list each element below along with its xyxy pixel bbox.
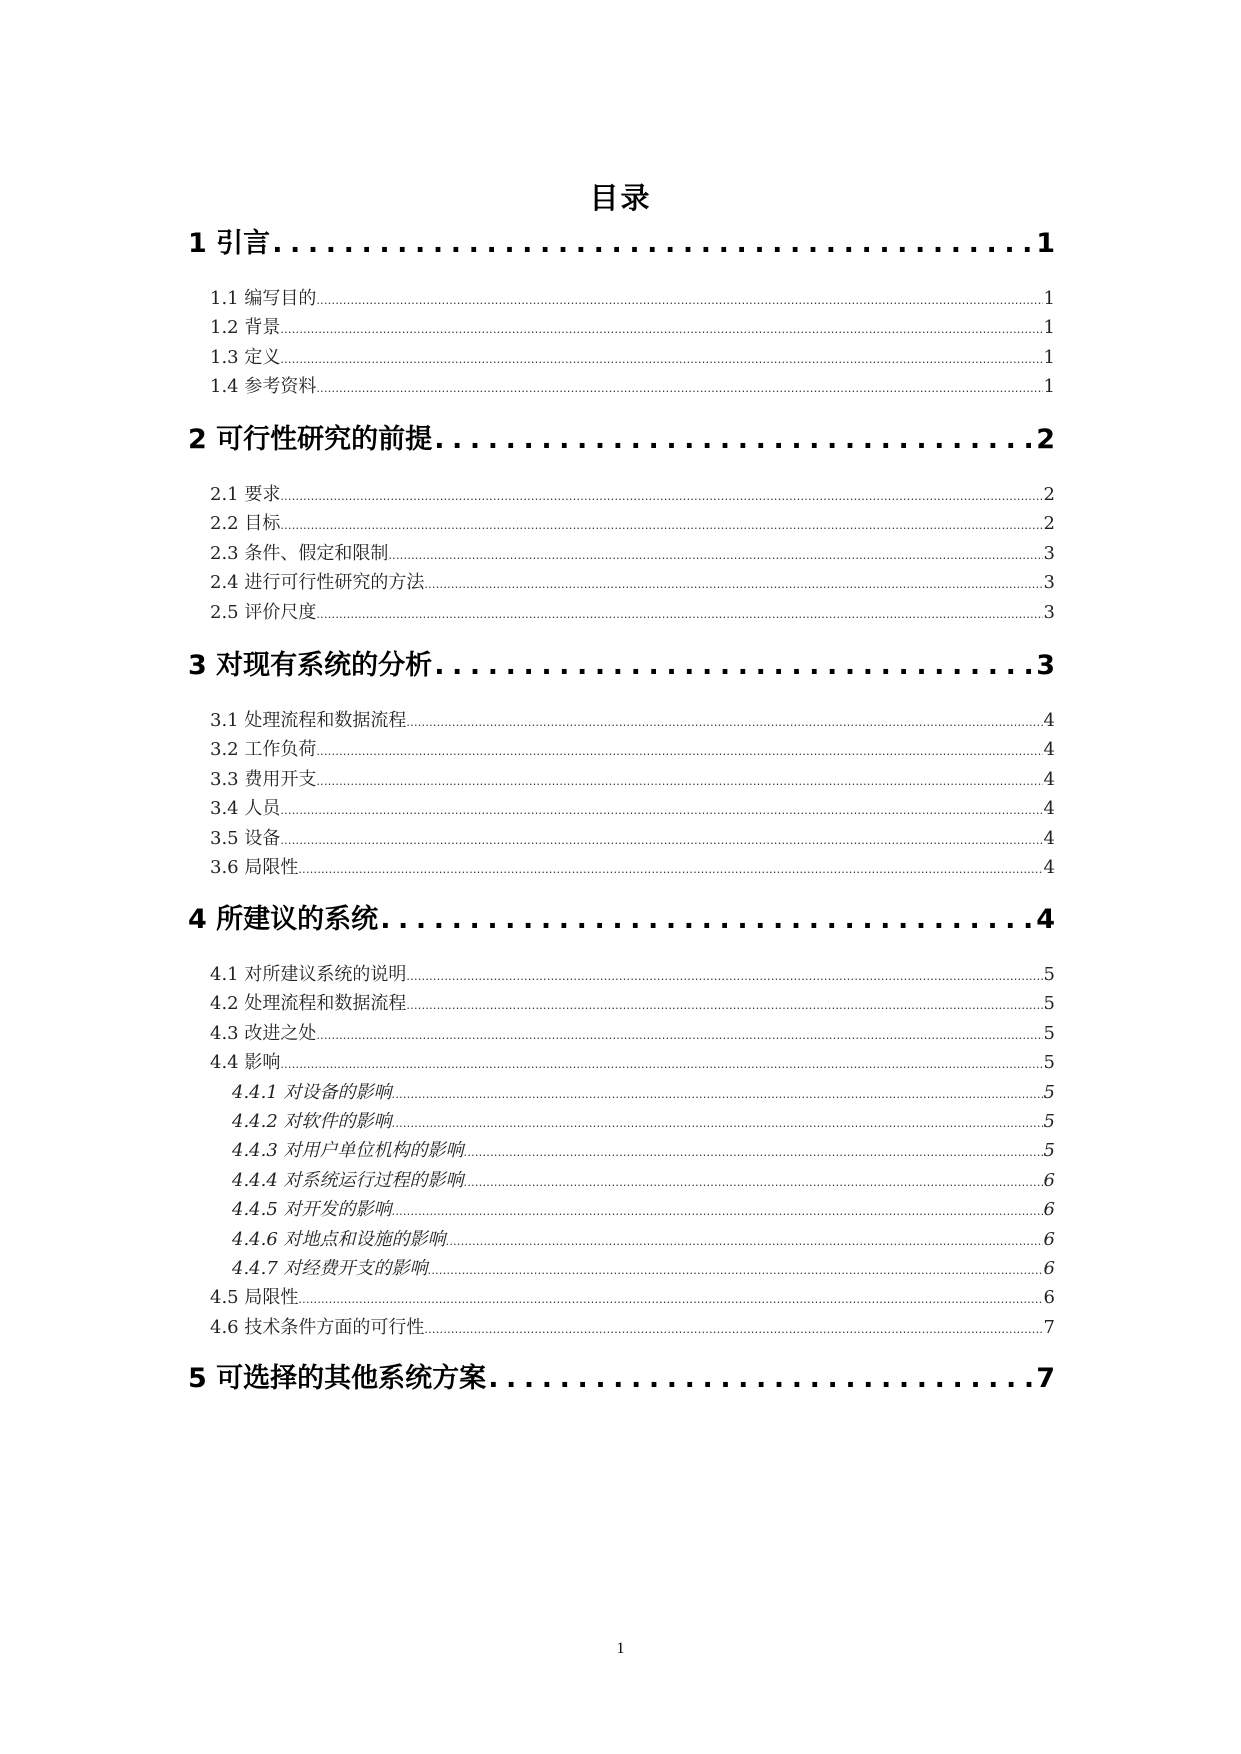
toc-entry-label: 3.6 局限性 <box>210 857 299 878</box>
toc-section-entry[interactable] <box>210 962 1055 988</box>
toc-entry-page-number: 7 <box>1036 1363 1055 1394</box>
toc-entry-label: 4.2 处理流程和数据流程 <box>210 993 407 1015</box>
toc-section-entry[interactable] <box>210 315 1055 341</box>
dot-leader <box>280 828 1042 854</box>
toc-section-entry[interactable] <box>210 1285 1055 1311</box>
toc-entry-page-number: 4 <box>1043 798 1055 820</box>
toc-entry-page-number: 2 <box>1036 424 1055 455</box>
dot-leader <box>316 602 1042 628</box>
toc-entry-label: 2.3 条件、假定和限制 <box>210 542 389 564</box>
toc-entry-label: 2.2 目标 <box>210 513 281 535</box>
toc-entry-label: 2.4 进行可行性研究的方法 <box>210 572 425 594</box>
toc-entry-page-number: 7 <box>1043 1316 1055 1338</box>
dot-leader <box>298 1287 1042 1313</box>
toc-entry-page-number: 4 <box>1043 857 1055 878</box>
toc-entry-page-number: 1 <box>1043 317 1055 339</box>
toc-section-entry[interactable] <box>210 737 1055 763</box>
dot-leader <box>428 1258 1043 1284</box>
dot-leader <box>280 798 1042 824</box>
toc-entry-label: 4.4.4 对系统运行过程的影响 <box>232 1169 464 1191</box>
toc-entry-label: 4.1 对所建议系统的说明 <box>210 964 407 985</box>
toc-section-entry[interactable] <box>210 541 1055 567</box>
toc-entry-page-number: 5 <box>1043 964 1055 985</box>
toc-entry-label: 4.4.7 对经费开支的影响 <box>232 1258 428 1279</box>
toc-entry-label: 4.6 技术条件方面的可行性 <box>210 1316 425 1338</box>
toc-entry-page-number: 1 <box>1043 376 1055 398</box>
toc-section-entry[interactable] <box>210 570 1055 596</box>
dot-leader <box>424 572 1042 598</box>
dot-leader <box>464 1170 1043 1196</box>
toc-section-entry[interactable] <box>210 600 1055 626</box>
toc-section-entry[interactable] <box>210 482 1055 508</box>
toc-entry-page-number: 5 <box>1043 1052 1055 1074</box>
toc-entry-label: 1 引言 <box>188 228 271 259</box>
dot-leader <box>280 347 1042 373</box>
toc-entry-page-number: 2 <box>1043 484 1055 505</box>
toc-entry-label: 3.4 人员 <box>210 798 281 820</box>
toc-entry-label: 5 可选择的其他系统方案 <box>188 1363 487 1394</box>
dot-leader <box>434 648 1034 684</box>
toc-entry-page-number: 6 <box>1043 1287 1055 1309</box>
dot-leader <box>280 317 1042 343</box>
toc-entry-page-number: 1 <box>1036 228 1055 259</box>
toc-entry-label: 3.2 工作负荷 <box>210 739 317 761</box>
toc-section-entry[interactable] <box>210 1021 1055 1047</box>
toc-entry-label: 1.4 参考资料 <box>210 376 317 398</box>
toc-section-entry[interactable] <box>210 345 1055 371</box>
toc-entry-page-number: 1 <box>1043 288 1055 309</box>
toc-entry-page-number: 5 <box>1043 1140 1055 1162</box>
toc-section-entry[interactable] <box>210 767 1055 793</box>
dot-leader <box>406 993 1042 1019</box>
toc-entry-page-number: 4 <box>1043 827 1055 849</box>
toc-entry-page-number: 4 <box>1036 904 1055 935</box>
dot-leader <box>316 769 1042 795</box>
toc-entry-label: 2.5 评价尺度 <box>210 601 317 623</box>
toc-entry-page-number: 2 <box>1043 513 1055 535</box>
toc-entry-label: 1.3 定义 <box>210 346 281 368</box>
toc-entry-page-number: 4 <box>1043 768 1055 790</box>
toc-section-entry[interactable] <box>210 1050 1055 1076</box>
toc-chapter-entry[interactable] <box>188 226 1055 262</box>
toc-entry-page-number: 3 <box>1036 650 1055 681</box>
dot-leader <box>316 1023 1042 1049</box>
toc-entry-label: 2 可行性研究的前提 <box>188 424 433 455</box>
dot-leader <box>316 288 1042 314</box>
toc-title: 目录 <box>589 181 652 215</box>
toc-section-entry[interactable] <box>210 374 1055 400</box>
dot-leader <box>392 1111 1043 1137</box>
dot-leader <box>446 1229 1043 1255</box>
toc-section-entry[interactable] <box>210 796 1055 822</box>
dot-leader <box>406 964 1042 990</box>
toc-entry-label: 4.4.6 对地点和设施的影响 <box>232 1228 446 1250</box>
toc-entry-label: 2.1 要求 <box>210 484 281 505</box>
toc-entry-label: 4.4.2 对软件的影响 <box>232 1111 392 1132</box>
toc-chapter-entry[interactable] <box>188 648 1055 684</box>
dot-leader <box>280 484 1042 510</box>
dot-leader <box>298 857 1042 883</box>
dot-leader <box>388 543 1042 569</box>
toc-section-entry[interactable] <box>210 511 1055 537</box>
toc-entry-label: 3.1 处理流程和数据流程 <box>210 710 407 731</box>
toc-section-entry[interactable] <box>210 855 1055 881</box>
toc-entry-page-number: 6 <box>1043 1228 1055 1250</box>
toc-entry-page-number: 5 <box>1043 1081 1055 1103</box>
toc-subsection-entry[interactable] <box>232 1256 1055 1282</box>
toc-entry-label: 4 所建议的系统 <box>188 904 379 935</box>
toc-section-entry[interactable] <box>210 286 1055 312</box>
toc-entry-page-number: 3 <box>1043 601 1055 623</box>
toc-entry-label: 4.4.5 对开发的影响 <box>232 1199 392 1221</box>
toc-entry-label: 1.1 编写目的 <box>210 288 317 309</box>
dot-leader <box>434 422 1034 458</box>
dot-leader <box>464 1140 1043 1166</box>
toc-entry-page-number: 6 <box>1043 1199 1055 1221</box>
toc-entry-page-number: 4 <box>1043 710 1055 731</box>
toc-entry-label: 4.4.1 对设备的影响 <box>232 1081 392 1103</box>
toc-entry-label: 3.3 费用开支 <box>210 768 317 790</box>
page-number: 1 <box>616 1640 625 1657</box>
dot-leader <box>280 513 1042 539</box>
dot-leader <box>392 1082 1043 1108</box>
toc-chapter-entry[interactable] <box>188 902 1055 938</box>
toc-entry-label: 3 对现有系统的分析 <box>188 650 433 681</box>
dot-leader <box>380 902 1034 938</box>
toc-section-entry[interactable] <box>210 826 1055 852</box>
dot-leader <box>392 1199 1043 1225</box>
toc-entry-label: 4.4 影响 <box>210 1052 281 1074</box>
dot-leader <box>280 1052 1042 1078</box>
toc-entry-label: 4.5 局限性 <box>210 1287 299 1309</box>
toc-section-entry[interactable] <box>210 1315 1055 1341</box>
toc-entry-label: 1.2 背景 <box>210 317 281 339</box>
toc-section-entry[interactable] <box>210 708 1055 734</box>
toc-subsection-entry[interactable] <box>232 1227 1055 1253</box>
toc-entry-page-number: 1 <box>1043 346 1055 368</box>
toc-subsection-entry[interactable] <box>232 1109 1055 1135</box>
toc-subsection-entry[interactable] <box>232 1168 1055 1194</box>
toc-entry-label: 4.3 改进之处 <box>210 1022 317 1044</box>
toc-section-entry[interactable] <box>210 991 1055 1017</box>
toc-entry-page-number: 3 <box>1043 542 1055 564</box>
toc-entry-label: 3.5 设备 <box>210 827 281 849</box>
toc-subsection-entry[interactable] <box>232 1138 1055 1164</box>
toc-entry-page-number: 6 <box>1043 1258 1055 1279</box>
toc-entry-page-number: 3 <box>1043 572 1055 594</box>
dot-leader <box>272 226 1034 262</box>
dot-leader <box>406 710 1042 736</box>
toc-subsection-entry[interactable] <box>232 1080 1055 1106</box>
toc-entry-label: 4.4.3 对用户单位机构的影响 <box>232 1140 464 1162</box>
toc-entry-page-number: 4 <box>1043 739 1055 761</box>
toc-subsection-entry[interactable] <box>232 1197 1055 1223</box>
dot-leader <box>316 739 1042 765</box>
toc-chapter-entry[interactable] <box>188 1361 1055 1397</box>
toc-entry-page-number: 5 <box>1043 993 1055 1015</box>
toc-chapter-entry[interactable] <box>188 422 1055 458</box>
dot-leader <box>488 1361 1034 1397</box>
toc-entry-page-number: 5 <box>1043 1111 1055 1132</box>
toc-entry-page-number: 5 <box>1043 1022 1055 1044</box>
dot-leader <box>424 1317 1042 1343</box>
toc-entry-page-number: 6 <box>1043 1169 1055 1191</box>
dot-leader <box>316 376 1042 402</box>
